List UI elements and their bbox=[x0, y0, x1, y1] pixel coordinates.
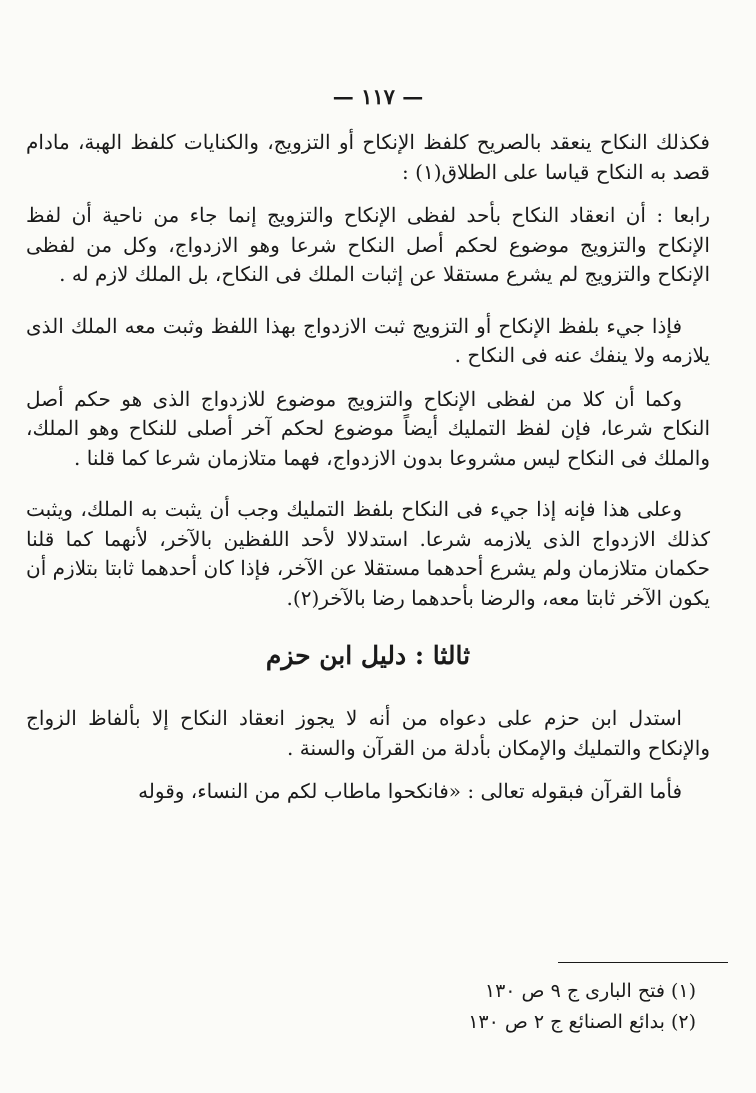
footnote-2: (٢) بدائع الصنائع ج ٢ ص ١٣٠ bbox=[468, 1011, 696, 1033]
footnotes bbox=[96, 976, 696, 1038]
section-heading: ثالثا : دليل ابن حزم bbox=[265, 641, 471, 670]
paragraph-1: فكذلك النكاح ينعقد بالصريح كلفظ الإنكاح أو التزويج، والكنايات كلفظ الهبة، مادام قصد به النكاح قياسا على الطلاق(١) : bbox=[26, 130, 710, 184]
paragraph-5: وعلى هذا فإنه إذا جيء فى النكاح بلفظ التمليك وجب أن يثبت به الملك، ويثبت كذلك الازدواج الذى يلازمه شرعا. استدلالا لأحد اللفظين بالآخر، لأنهما كما قلنا حكمان متلازمان ولم يشرع أحدهما مستقلا عن الآخر، فإذا كان أحدهما ثابتا بتلازم أن يكون الآخر ثابتا معه، والرضا بأحدهما رضا بالآخر(٢). bbox=[26, 497, 711, 610]
paragraph-2: رابعا : أن انعقاد النكاح بأحد لفظى الإنكاح والتزويج إنما جاء من ناحية أن لفظ الإنكاح والتزويج موضوع لحكم أصل النكاح شرعا وهو الازدواج، وكل من لفظى الإنكاح والتزويج لم يشرع مستقلا عن إثبات الملك فى النكاح، بل الملك لازم له . bbox=[26, 203, 710, 286]
paragraph-4: وكما أن كلا من لفظى الإنكاح والتزويج موضوع للازدواج الذى هو حكم أصل النكاح شرعا، فإن لفظ التمليك أيضاً موضوع لحكم آخر أصلى للنكاح وهو الملك، والملك فى النكاح ليس مشروعا بدون الازدواج، فهما متلازمان شرعا كما قلنا . bbox=[26, 386, 710, 470]
page-number: — ١١٧ — bbox=[332, 84, 424, 109]
paragraph-6: استدل ابن حزم على دعواه من أنه لا يجوز انعقاد النكاح إلا بألفاظ الزواج والإنكاح والتمليك والإمكان بأدلة من القرآن والسنة . bbox=[26, 706, 710, 760]
paragraph-3: فإذا جيء بلفظ الإنكاح أو التزويج ثبت الازدواج بهذا اللفظ وثبت معه الملك الذى يلازمه ولا ينفك عنه فى النكاح . bbox=[26, 313, 710, 367]
footnote-divider bbox=[558, 962, 728, 963]
footnote-1: (١) فتح البارى ج ٩ ص ١٣٠ bbox=[484, 980, 696, 1002]
page-body bbox=[26, 128, 710, 807]
paragraph-7: فأما القرآن فبقوله تعالى : «فانكحوا ماطاب لكم من النساء، وقوله bbox=[138, 779, 682, 803]
